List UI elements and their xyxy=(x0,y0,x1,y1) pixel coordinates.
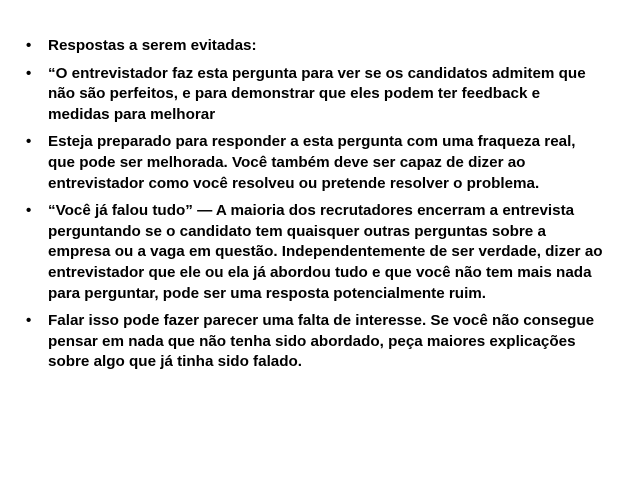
bullet-item-you-said-everything xyxy=(26,201,626,304)
bullet-text-line: entrevistador como você resolveu ou pretende resolver o problema. xyxy=(48,174,540,192)
bullet-text-line: “O entrevistador faz esta pergunta para ver se os candidatos admitem que xyxy=(48,64,586,82)
bullet-dot-icon: • xyxy=(26,202,32,220)
bullet-dot-icon: • xyxy=(26,133,32,151)
bullet-text-line: Respostas a serem evitadas: xyxy=(48,37,257,54)
bullet-item-avoid-answers xyxy=(26,36,626,57)
bullet-text-line: perguntando se o candidato tem quaisquer outras perguntas sobre a xyxy=(48,222,546,240)
bullet-item-be-prepared xyxy=(26,132,626,194)
bullet-text-line: para perguntar, pode ser uma resposta potencialmente ruim. xyxy=(48,284,487,302)
bullet-text-line: medidas para melhorar xyxy=(48,105,216,123)
bullet-text-line: pensar em nada que não tenha sido abordado, peça maiores explicações xyxy=(48,332,576,350)
bullet-dot-icon: • xyxy=(26,312,32,330)
bullet-list xyxy=(26,36,626,380)
bullet-dot-icon: • xyxy=(26,64,32,82)
bullet-text-line: empresa ou a vaga em questão. Independentemente de ser verdade, dizer ao xyxy=(48,243,603,261)
bullet-text-line: “Você já falou tudo” — A maioria dos recrutadores encerram a entrevista xyxy=(48,202,575,220)
bullet-text-line: Esteja preparado para responder a esta pergunta com uma fraqueza real, xyxy=(48,133,576,151)
bullet-text-line: sobre algo que já tinha sido falado. xyxy=(48,353,303,371)
bullet-text-line: que pode ser melhorada. Você também deve ser capaz de dizer ao xyxy=(48,153,526,171)
bullet-item-interviewer-question xyxy=(26,64,626,126)
bullet-dot-icon: • xyxy=(26,37,32,54)
bullet-text-line: Falar isso pode fazer parecer uma falta de interesse. Se você não consegue xyxy=(48,312,595,330)
bullet-text-line: não são perfeitos, e para demonstrar que eles podem ter feedback e xyxy=(48,85,541,103)
bullet-text-line: entrevistador que ele ou ela já abordou tudo e que você não tem mais nada xyxy=(48,263,592,281)
bullet-item-lack-of-interest xyxy=(26,311,626,373)
